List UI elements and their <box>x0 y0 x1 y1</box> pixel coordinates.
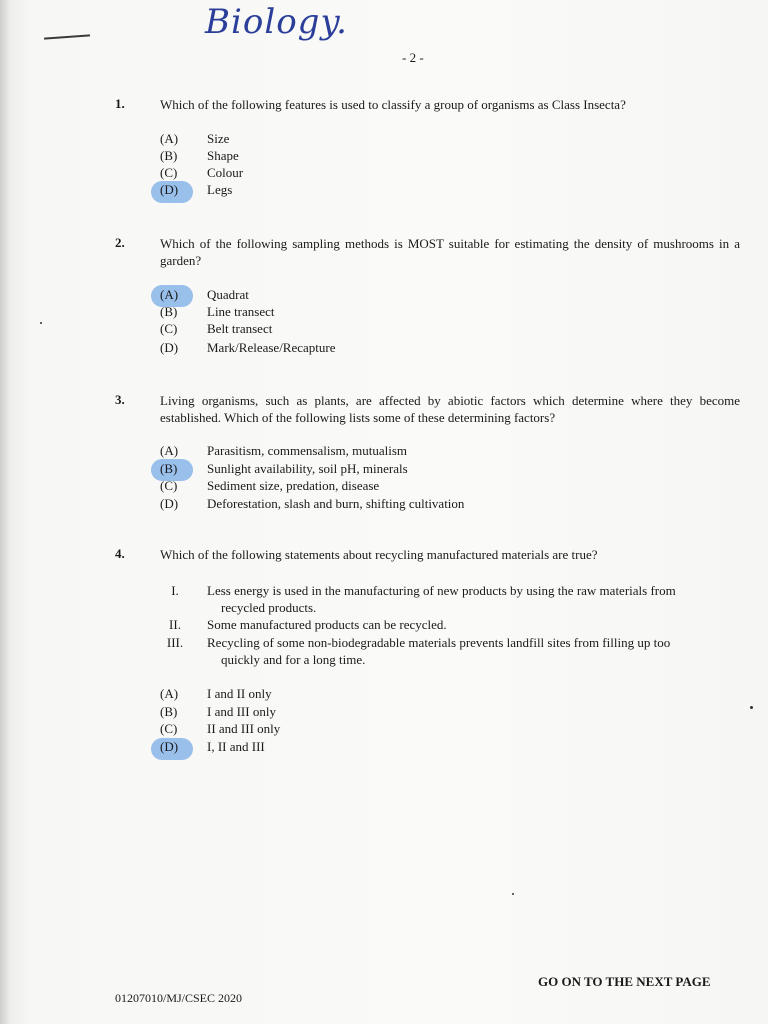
option-text: Legs <box>207 182 233 197</box>
question-number: 3. <box>115 392 125 407</box>
statement-line: Recycling of some non-biodegradable materials prevents landfill sites from filling up too <box>207 635 671 650</box>
scan-speck <box>512 893 514 895</box>
option-b[interactable] <box>0 703 768 720</box>
paper-code: 01207010/MJ/CSEC 2020 <box>115 991 243 1005</box>
option-text: I and III only <box>207 704 276 719</box>
statement-text <box>207 616 742 633</box>
option-letter: (A) <box>160 443 179 458</box>
option-letter: (A) <box>160 686 179 701</box>
option-a[interactable] <box>0 442 768 459</box>
handwritten-title: Biology. <box>205 2 348 42</box>
statement-line: Less energy is used in the manufacturing of new products by using the raw materials from <box>207 583 676 598</box>
option-text: Sediment size, predation, disease <box>207 478 380 493</box>
option-text: Size <box>207 131 230 146</box>
question-stem: Living organisms, such as plants, are affected by abiotic factors which determine where they become established. Which of the following lists some of these determining factors? <box>160 393 740 425</box>
next-page-notice: GO ON TO THE NEXT PAGE <box>538 974 711 989</box>
option-b[interactable] <box>0 303 768 320</box>
option-text: Sunlight availability, soil pH, minerals <box>207 461 408 476</box>
option-text: I and II only <box>207 686 272 701</box>
option-text: Parasitism, commensalism, mutualism <box>207 443 408 458</box>
scan-speck <box>750 706 753 709</box>
scan-speck <box>40 322 42 324</box>
question-stem: Which of the following statements about recycling manufactured materials are true? <box>160 547 598 562</box>
option-letter: (A) <box>160 287 179 302</box>
option-text: Colour <box>207 165 244 180</box>
option-c[interactable] <box>0 720 768 737</box>
option-d[interactable] <box>0 339 768 356</box>
page-number: - 2 - <box>402 50 424 65</box>
statement-line: recycled products. <box>221 600 317 615</box>
option-text: Belt transect <box>207 321 273 336</box>
statement-line: quickly and for a long time. <box>221 652 366 667</box>
option-c[interactable] <box>0 477 768 494</box>
statement-numeral: III. <box>166 635 184 650</box>
option-c[interactable] <box>0 164 768 181</box>
option-c[interactable] <box>0 320 768 337</box>
option-text: Shape <box>207 148 239 163</box>
option-a[interactable] <box>0 130 768 147</box>
option-letter: (D) <box>160 739 179 754</box>
option-b[interactable] <box>0 147 768 164</box>
option-d[interactable] <box>0 738 768 755</box>
option-letter: (D) <box>160 182 179 197</box>
option-letter: (C) <box>160 321 178 336</box>
statement-numeral: I. <box>171 583 179 598</box>
question-number: 2. <box>115 235 125 250</box>
option-text: Deforestation, slash and burn, shifting cultivation <box>207 496 465 511</box>
option-letter: (C) <box>160 721 178 736</box>
option-text: II and III only <box>207 721 281 736</box>
option-text: Line transect <box>207 304 275 319</box>
option-b[interactable] <box>0 460 768 477</box>
option-letter: (B) <box>160 304 178 319</box>
pen-stroke-mark <box>44 34 90 39</box>
statement-text <box>207 634 742 668</box>
option-letter: (C) <box>160 165 178 180</box>
option-a[interactable] <box>0 685 768 702</box>
option-text: I, II and III <box>207 739 265 754</box>
option-a[interactable] <box>0 286 768 303</box>
option-letter: (B) <box>160 461 178 476</box>
option-letter: (B) <box>160 148 178 163</box>
option-d[interactable] <box>0 495 768 512</box>
option-letter: (D) <box>160 496 179 511</box>
option-letter: (D) <box>160 340 179 355</box>
question-number: 1. <box>115 96 125 111</box>
option-text: Mark/Release/Recapture <box>207 340 336 355</box>
question-number: 4. <box>115 546 125 561</box>
option-text: Quadrat <box>207 287 249 302</box>
statement-line: Some manufactured products can be recycled. <box>207 617 447 632</box>
option-letter: (B) <box>160 704 178 719</box>
option-letter: (A) <box>160 131 179 146</box>
statement-text <box>207 582 742 616</box>
statement-numeral: II. <box>169 617 181 632</box>
question-stem: Which of the following sampling methods is MOST suitable for estimating the density of mushrooms in a garden? <box>160 236 740 268</box>
question-stem: Which of the following features is used to classify a group of organisms as Class Insecta? <box>160 97 626 112</box>
option-d[interactable] <box>0 181 768 198</box>
option-letter: (C) <box>160 478 178 493</box>
